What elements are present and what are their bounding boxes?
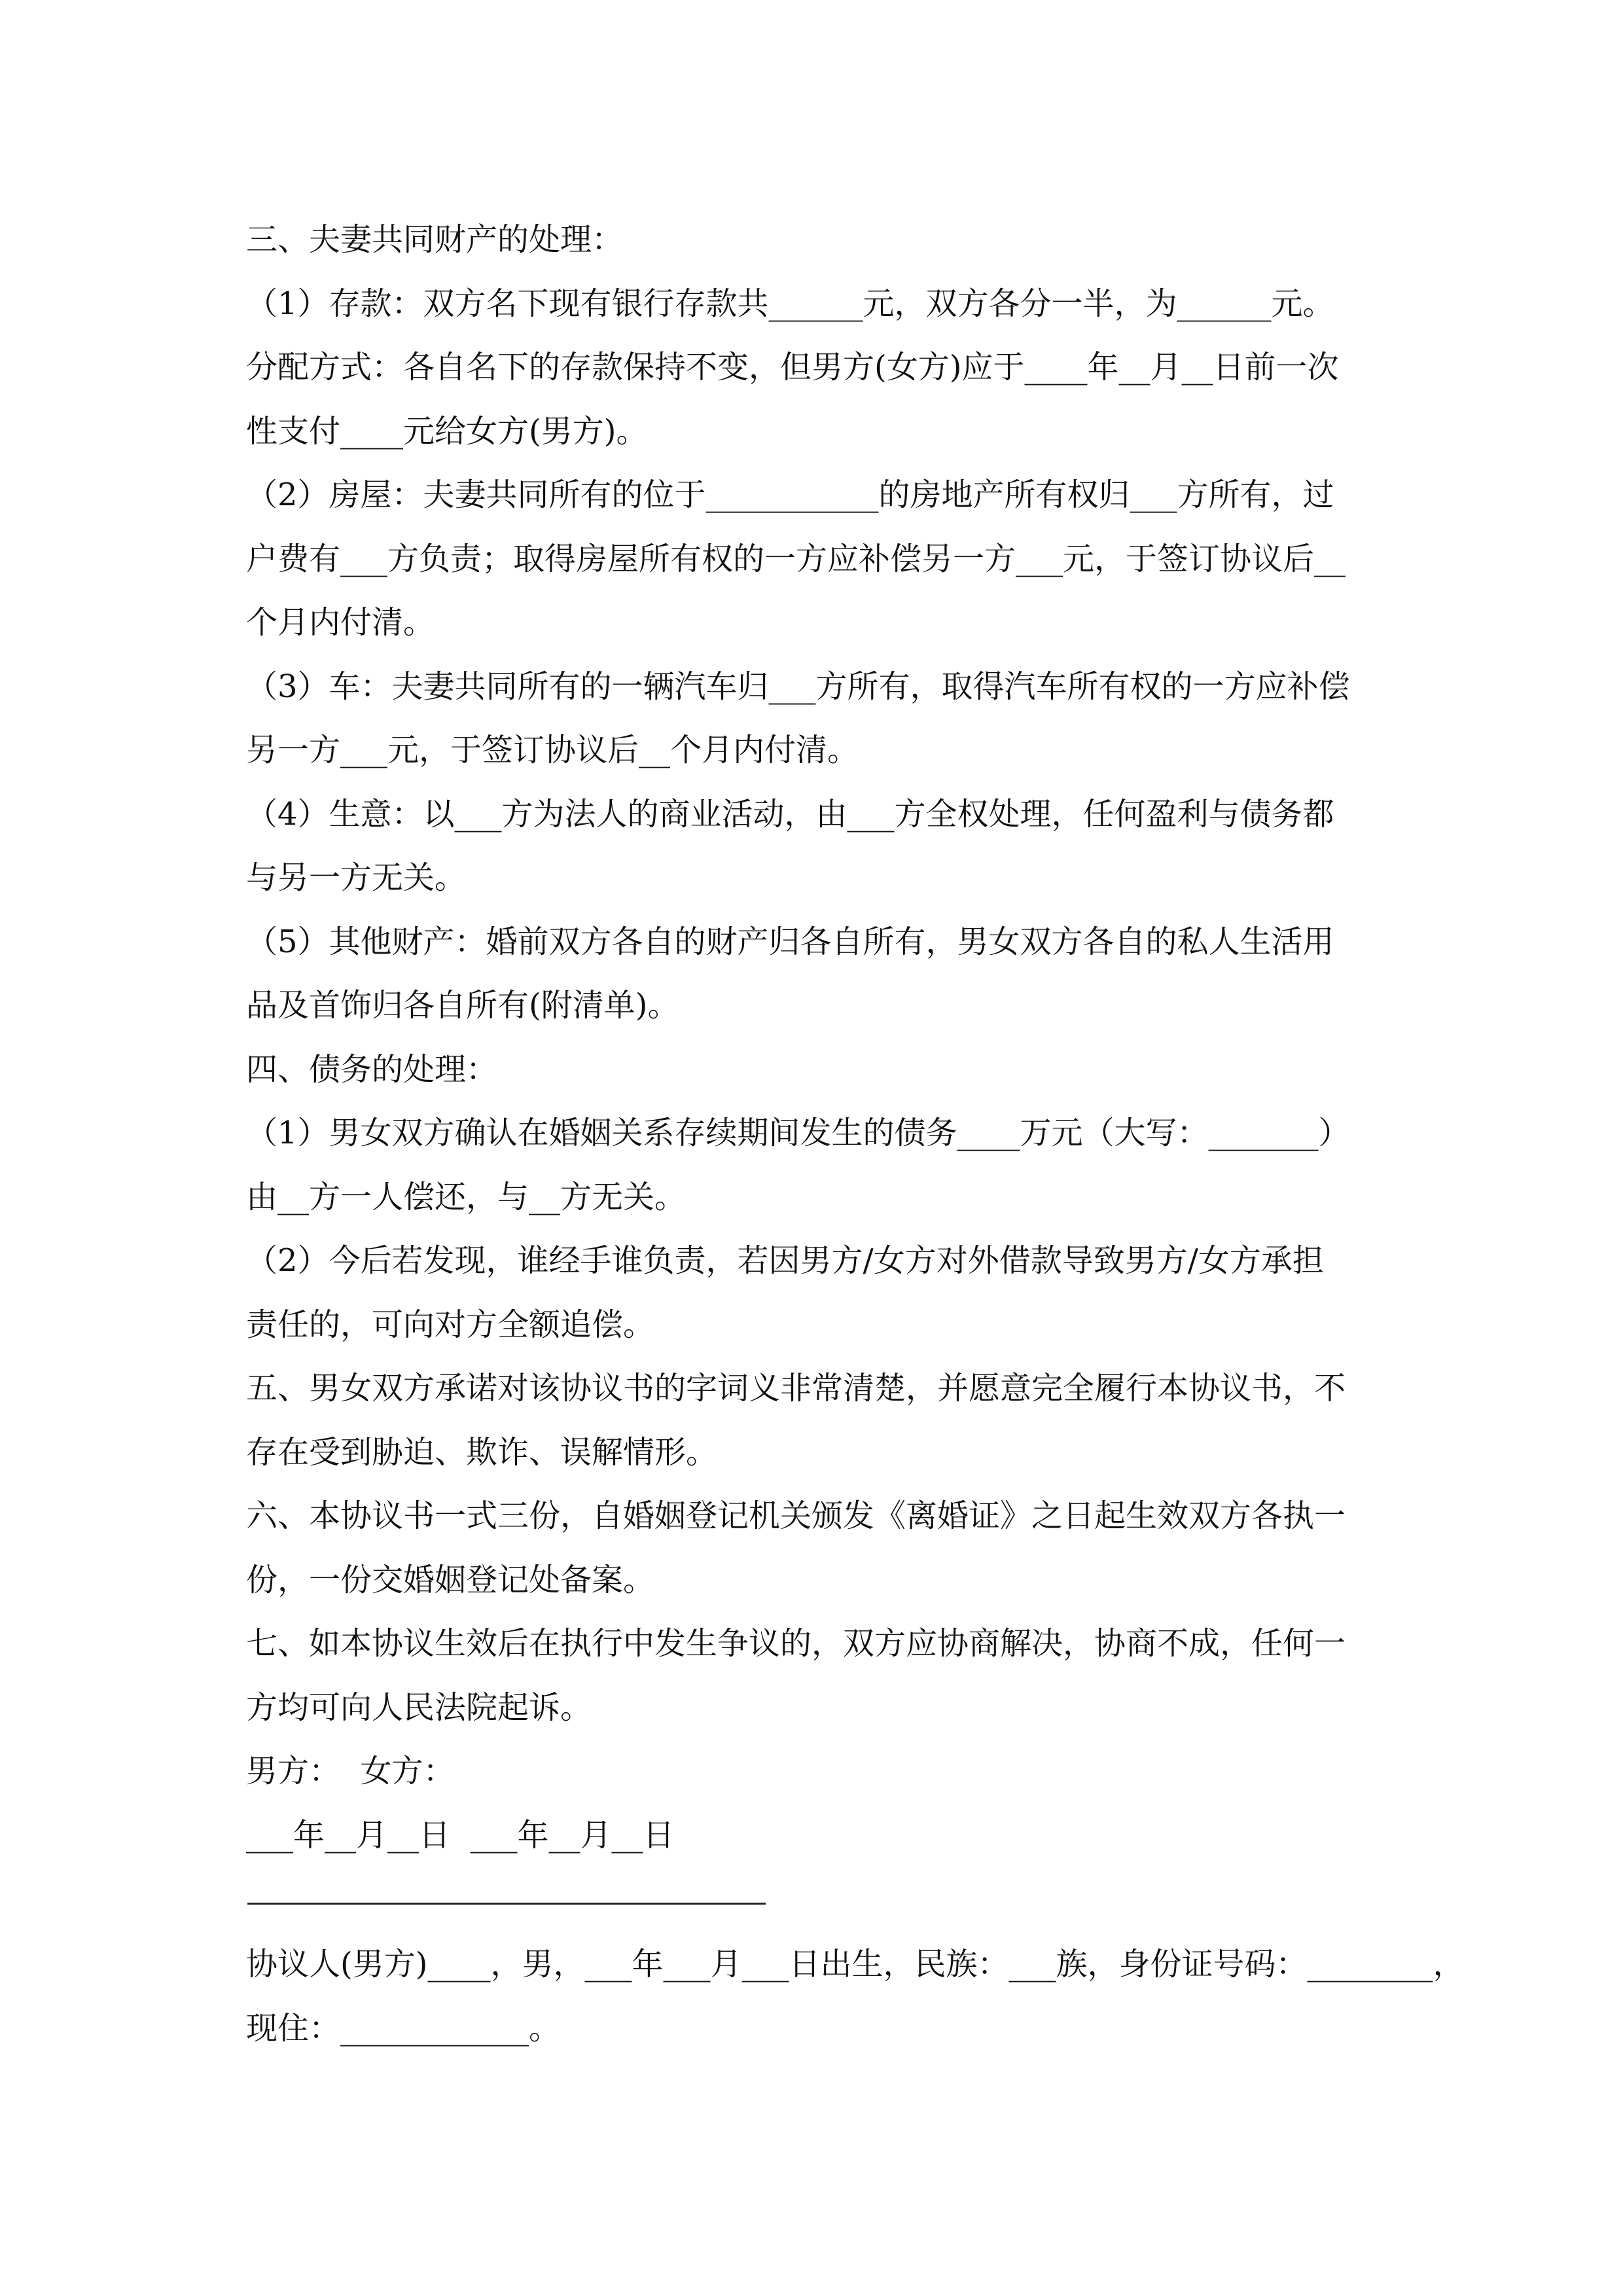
- clause-4-2-line-2: 责任的，可向对方全额追偿。: [246, 1306, 655, 1343]
- section-7-line-2: 方均可向人民法院起诉。: [246, 1689, 592, 1726]
- clause-3-3-line-1: （3）车：夫妻共同所有的一辆汽车归___方所有，取得汽车所有权的一方应补偿: [246, 668, 1350, 705]
- clause-3-1-line-3: 性支付____元给女方(男方)。: [246, 412, 648, 450]
- clause-3-2-line-1: （2）房屋：夫妻共同所有的位于___________的房地产所有权归___方所有，过: [246, 476, 1334, 513]
- clause-3-2-line-2: 户费有___方负责；取得房屋所有权的一方应补偿另一方___元，于签订协议后__: [246, 540, 1346, 577]
- section-7-line-1: 七、如本协议生效后在执行中发生争议的，双方应协商解决，协商不成，任何一: [246, 1625, 1346, 1662]
- clause-3-2-line-3: 个月内付清。: [246, 604, 435, 641]
- clause-4-2-line-1: （2）今后若发现，谁经手谁负责，若因男方/女方对外借款导致男方/女方承担: [246, 1242, 1324, 1279]
- signature-dates: ___年__月__日 ___年__月__日: [246, 1816, 675, 1854]
- section-4-heading: 四、债务的处理：: [246, 1050, 498, 1088]
- signature-parties: 男方： 女方：: [246, 1753, 455, 1789]
- section-5-line-2: 存在受到胁迫、欺诈、误解情形。: [246, 1433, 718, 1471]
- clause-3-1-line-2: 分配方式：各自名下的存款保持不变，但男方(女方)应于____年__月__日前一次: [246, 349, 1339, 386]
- party-info-line-1: 协议人(男方)____，男，___年___月___日出生，民族：___族，身份证号码：________，: [246, 1946, 1465, 1982]
- agreement-body: [246, 208, 1465, 2060]
- clause-3-5-line-1: （5）其他财产：婚前双方各自的财产归各自所有，男女双方各自的私人生活用: [246, 923, 1334, 960]
- separator-rule: [247, 1903, 766, 1905]
- clause-4-1-line-1: （1）男女双方确认在婚姻关系存续期间发生的债务____万元（大写：_______）: [246, 1115, 1350, 1151]
- section-3-heading: 三、夫妻共同财产的处理：: [246, 221, 624, 258]
- clause-3-3-line-2: 另一方___元，于签订协议后__个月内付清。: [246, 732, 859, 768]
- section-5-line-1: 五、男女双方承诺对该协议书的字词义非常清楚，并愿意完全履行本协议书，不: [246, 1370, 1346, 1407]
- clause-3-5-line-2: 品及首饰归各自所有(附清单)。: [246, 987, 679, 1024]
- clause-3-4-line-2: 与另一方无关。: [246, 859, 467, 896]
- section-6-line-1: 六、本协议书一式三份，自婚姻登记机关颁发《离婚证》之日起生效双方各执一: [246, 1498, 1346, 1534]
- clause-3-4-line-1: （4）生意：以___方为法人的商业活动，由___方全权处理，任何盈利与债务都: [246, 795, 1334, 833]
- clause-4-1-line-2: 由__方一人偿还，与__方无关。: [246, 1178, 687, 1215]
- party-info-line-2: 现住：____________。: [246, 2009, 561, 2047]
- section-6-line-2: 份，一份交婚姻登记处备案。: [246, 1561, 655, 1598]
- clause-3-1-line-1: （1）存款：双方名下现有银行存款共______元，双方各分一半，为______元。: [246, 285, 1334, 322]
- separator-line: [246, 1867, 1385, 1933]
